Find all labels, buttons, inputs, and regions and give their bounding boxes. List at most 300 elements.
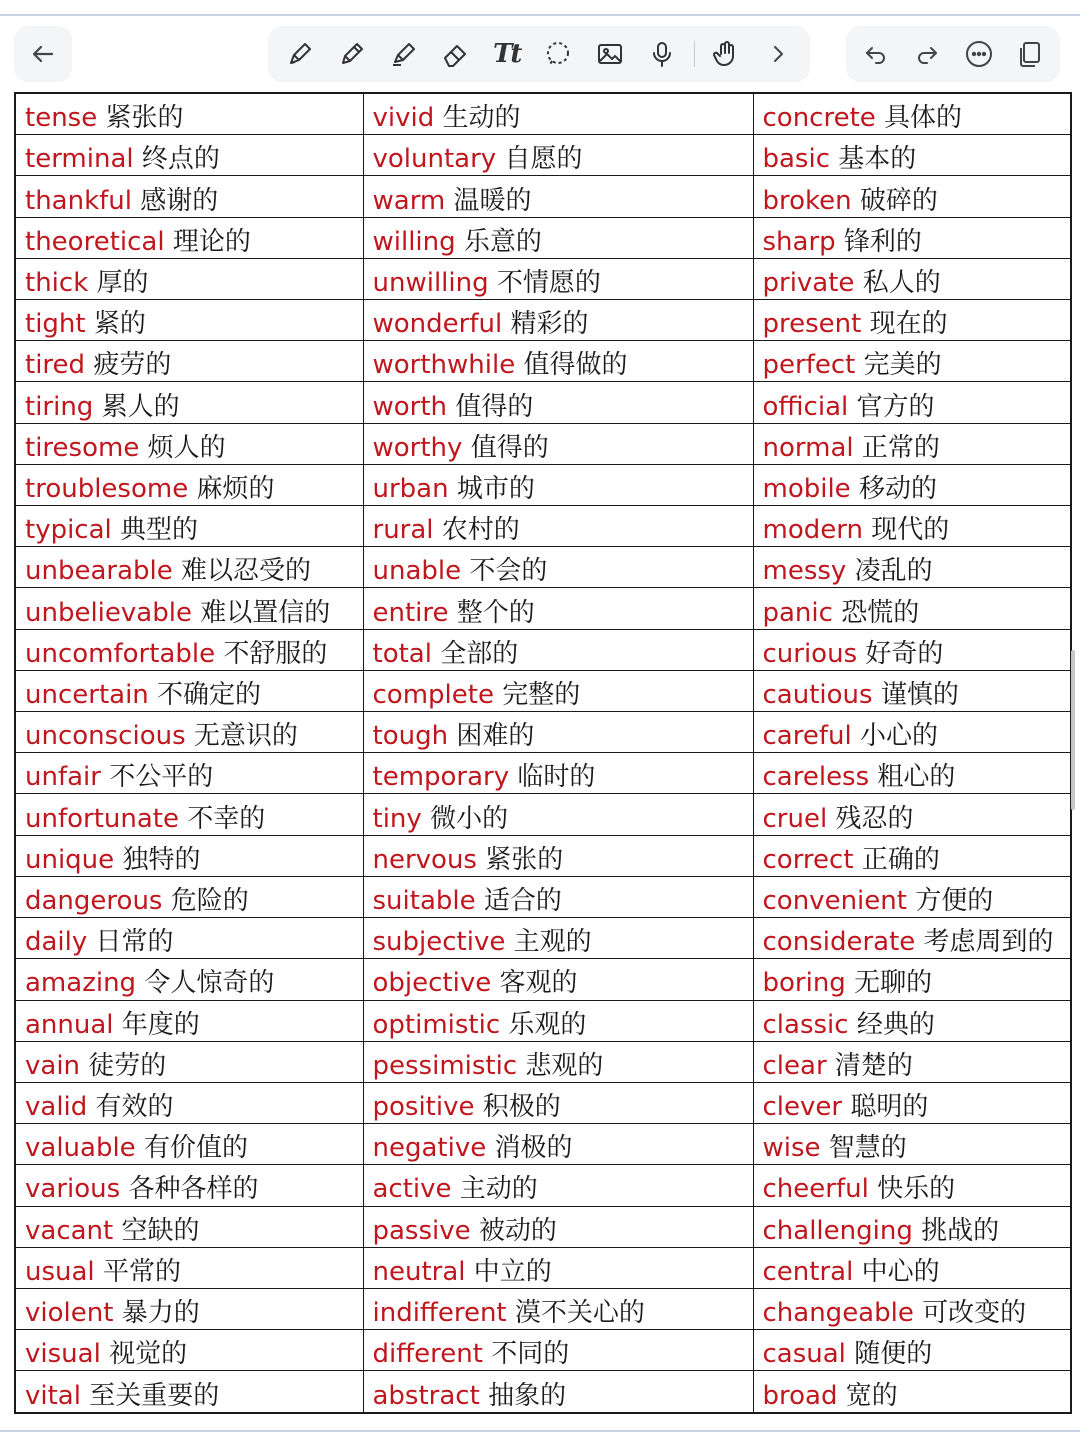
highlighter-icon: [388, 39, 418, 69]
english-word: unbearable: [25, 556, 173, 587]
pages-button[interactable]: [1010, 34, 1050, 74]
chinese-meaning: 全部的: [440, 638, 519, 669]
pen-tool-button[interactable]: [280, 34, 320, 74]
vocab-cell: [363, 382, 753, 423]
chinese-meaning: 乐意的: [463, 226, 542, 257]
vocab-cell: [753, 918, 1071, 959]
microphone-tool-button[interactable]: [642, 34, 682, 74]
english-word: voluntary: [372, 144, 497, 175]
vocab-cell: [753, 464, 1071, 505]
table-row: [15, 93, 1071, 135]
vocab-cell: [15, 1371, 363, 1413]
english-word: worthwhile: [372, 350, 516, 381]
table-row: [15, 1165, 1071, 1206]
table-row: [15, 1371, 1071, 1413]
table-row: [15, 1000, 1071, 1041]
english-word: suitable: [372, 885, 476, 916]
english-word: classic: [762, 1009, 849, 1040]
eraser-tool-button[interactable]: [435, 34, 475, 74]
vocab-cell: [753, 1041, 1071, 1082]
chinese-meaning: 完整的: [502, 679, 581, 710]
redo-icon: [912, 39, 942, 69]
vocab-cell: [15, 1165, 363, 1206]
chinese-meaning: 中立的: [473, 1256, 552, 1287]
chinese-meaning: 日常的: [95, 927, 174, 958]
vocab-cell: [15, 794, 363, 835]
chinese-meaning: 粗心的: [877, 762, 956, 793]
english-word: troublesome: [25, 473, 189, 504]
undo-button[interactable]: [856, 34, 896, 74]
table-row: [15, 876, 1071, 917]
english-word: dangerous: [25, 885, 163, 916]
english-word: thankful: [25, 185, 132, 216]
english-word: worthy: [372, 432, 463, 463]
pencil-tool-button[interactable]: [332, 34, 372, 74]
english-word: correct: [762, 844, 854, 875]
chinese-meaning: 挑战的: [921, 1215, 1000, 1246]
table-row: [15, 1206, 1071, 1247]
table-row: [15, 217, 1071, 258]
english-word: tiresome: [25, 432, 140, 463]
vocab-cell: [753, 794, 1071, 835]
chinese-meaning: 城市的: [456, 473, 535, 504]
table-row: [15, 918, 1071, 959]
vocab-cell: [753, 1371, 1071, 1413]
lasso-icon: [543, 39, 573, 69]
chinese-meaning: 好奇的: [865, 638, 944, 669]
chinese-meaning: 基本的: [838, 144, 917, 175]
more-options-button[interactable]: [959, 34, 999, 74]
english-word: terminal: [25, 144, 134, 175]
chinese-meaning: 小心的: [859, 721, 938, 752]
english-word: unable: [372, 556, 462, 587]
english-word: unfair: [25, 762, 101, 793]
english-word: challenging: [762, 1215, 913, 1246]
vocab-cell: [363, 1000, 753, 1041]
english-word: vacant: [25, 1215, 114, 1246]
english-word: mobile: [762, 473, 851, 504]
vocab-cell: [363, 464, 753, 505]
english-word: violent: [25, 1298, 114, 1329]
chinese-meaning: 乐观的: [508, 1009, 587, 1040]
chinese-meaning: 无聊的: [854, 968, 933, 999]
english-word: passive: [372, 1215, 471, 1246]
english-word: different: [372, 1339, 483, 1370]
chinese-meaning: 完美的: [863, 350, 942, 381]
history-toolbar: [846, 26, 1060, 82]
english-word: tired: [25, 350, 86, 381]
chinese-meaning: 抽象的: [488, 1380, 567, 1411]
english-word: urban: [372, 473, 449, 504]
english-word: modern: [762, 515, 863, 546]
english-word: valuable: [25, 1133, 136, 1164]
english-word: unique: [25, 844, 115, 875]
chinese-meaning: 各种各样的: [128, 1174, 259, 1205]
english-word: casual: [762, 1339, 846, 1370]
english-word: official: [762, 391, 849, 422]
vocab-cell: [363, 506, 753, 547]
vocab-cell: [753, 1082, 1071, 1123]
english-word: temporary: [372, 762, 510, 793]
chinese-meaning: 不确定的: [157, 679, 262, 710]
chinese-meaning: 不同的: [491, 1339, 570, 1370]
chinese-meaning: 累人的: [101, 391, 180, 422]
bottom-divider: [0, 1430, 1080, 1432]
chinese-meaning: 生动的: [442, 103, 521, 134]
chinese-meaning: 私人的: [862, 267, 941, 298]
table-row: [15, 712, 1071, 753]
table-row: [15, 382, 1071, 423]
chinese-meaning: 中心的: [861, 1256, 940, 1287]
vocab-cell: [753, 93, 1071, 135]
chinese-meaning: 方便的: [915, 885, 994, 916]
table-row: [15, 588, 1071, 629]
english-word: present: [762, 309, 862, 340]
table-row: [15, 1082, 1071, 1123]
chinese-meaning: 疲劳的: [93, 350, 172, 381]
vocab-cell: [363, 258, 753, 299]
english-word: changeable: [762, 1298, 914, 1329]
english-word: pessimistic: [372, 1050, 518, 1081]
vocab-cell: [363, 629, 753, 670]
microphone-icon: [647, 39, 677, 69]
pen-icon: [285, 39, 315, 69]
english-word: objective: [372, 968, 492, 999]
english-word: tiny: [372, 803, 422, 834]
hand-tool-button[interactable]: [706, 34, 746, 74]
chinese-meaning: 正确的: [861, 844, 940, 875]
vocab-cell: [363, 918, 753, 959]
chinese-meaning: 危险的: [170, 885, 249, 916]
back-button-group: [14, 26, 72, 82]
chinese-meaning: 难以忍受的: [181, 556, 312, 587]
redo-button[interactable]: [907, 34, 947, 74]
vocab-cell: [15, 1330, 363, 1371]
chinese-meaning: 现在的: [869, 309, 948, 340]
english-word: nervous: [372, 844, 477, 875]
vocab-cell: [15, 341, 363, 382]
english-word: broken: [762, 185, 852, 216]
vocab-cell: [363, 423, 753, 464]
english-word: basic: [762, 144, 831, 175]
vocab-cell: [363, 1330, 753, 1371]
english-word: warm: [372, 185, 446, 216]
english-word: negative: [372, 1133, 487, 1164]
english-word: uncomfortable: [25, 638, 216, 669]
vocab-cell: [15, 300, 363, 341]
chinese-meaning: 至关重要的: [89, 1380, 220, 1411]
english-word: various: [25, 1174, 121, 1205]
vocab-cell: [15, 1000, 363, 1041]
chinese-meaning: 破碎的: [859, 185, 938, 216]
chinese-meaning: 令人惊奇的: [144, 968, 275, 999]
chinese-meaning: 独特的: [122, 844, 201, 875]
toolbar-separator: [694, 41, 695, 67]
image-icon: [595, 39, 625, 69]
chinese-meaning: 视觉的: [109, 1339, 188, 1370]
vocab-cell: [15, 1124, 363, 1165]
vocab-cell: [363, 547, 753, 588]
chinese-meaning: 官方的: [856, 391, 935, 422]
english-word: unconscious: [25, 721, 186, 752]
english-word: cautious: [762, 679, 873, 710]
chinese-meaning: 紧张的: [105, 103, 184, 134]
table-row: [15, 176, 1071, 217]
vocab-cell: [363, 835, 753, 876]
chinese-meaning: 悲观的: [525, 1050, 604, 1081]
vocab-cell: [15, 176, 363, 217]
chinese-meaning: 整个的: [456, 597, 535, 628]
chinese-meaning: 主观的: [513, 927, 592, 958]
english-word: vital: [25, 1380, 81, 1411]
vocab-cell: [753, 382, 1071, 423]
chinese-meaning: 值得做的: [523, 350, 628, 381]
vocab-cell: [15, 1206, 363, 1247]
english-word: visual: [25, 1339, 101, 1370]
chinese-meaning: 智慧的: [828, 1133, 907, 1164]
table-row: [15, 835, 1071, 876]
eraser-icon: [440, 39, 470, 69]
vocab-cell: [363, 1371, 753, 1413]
chinese-meaning: 移动的: [858, 473, 937, 504]
chinese-meaning: 麻烦的: [196, 473, 275, 504]
table-row: [15, 959, 1071, 1000]
english-word: thick: [25, 267, 89, 298]
vocab-cell: [363, 1124, 753, 1165]
top-divider: [0, 14, 1080, 16]
pencil-icon: [337, 39, 367, 69]
chinese-meaning: 年度的: [121, 1009, 200, 1040]
english-word: active: [372, 1174, 452, 1205]
chinese-meaning: 聪明的: [850, 1092, 929, 1122]
chinese-meaning: 可改变的: [922, 1298, 1027, 1329]
english-word: entire: [372, 597, 449, 628]
table-row: [15, 1124, 1071, 1165]
table-row: [15, 258, 1071, 299]
vocab-cell: [753, 1247, 1071, 1288]
copy-pages-icon: [1015, 39, 1045, 69]
drawing-toolbar: [268, 26, 810, 82]
back-button[interactable]: [23, 34, 63, 74]
vocab-cell: [753, 629, 1071, 670]
chinese-meaning: 紧张的: [485, 844, 564, 875]
english-word: broad: [762, 1380, 838, 1411]
english-word: rural: [372, 515, 434, 546]
vocab-cell: [15, 588, 363, 629]
chinese-meaning: 残忍的: [835, 803, 914, 834]
english-word: neutral: [372, 1256, 466, 1287]
vocab-cell: [15, 753, 363, 794]
chinese-meaning: 恐慌的: [841, 597, 920, 628]
vocab-cell: [363, 1082, 753, 1123]
chinese-meaning: 锋利的: [843, 226, 922, 257]
vocab-cell: [15, 217, 363, 258]
table-row: [15, 753, 1071, 794]
english-word: annual: [25, 1009, 114, 1040]
english-word: vivid: [372, 103, 435, 134]
vocab-cell: [753, 300, 1071, 341]
vocab-cell: [15, 1041, 363, 1082]
vocab-cell: [15, 876, 363, 917]
vocab-cell: [753, 753, 1071, 794]
chinese-meaning: 经典的: [856, 1009, 935, 1040]
english-word: total: [372, 638, 432, 669]
text-tool-button[interactable]: [487, 34, 527, 74]
chinese-meaning: 漠不关心的: [514, 1298, 645, 1329]
vocab-cell: [753, 176, 1071, 217]
chinese-meaning: 客观的: [499, 968, 578, 999]
english-word: messy: [762, 556, 847, 587]
vocab-cell: [363, 753, 753, 794]
chinese-meaning: 值得的: [455, 391, 534, 422]
vocab-cell: [753, 1330, 1071, 1371]
chinese-meaning: 不公平的: [109, 762, 214, 793]
chinese-meaning: 紧的: [93, 309, 146, 340]
hand-icon: [711, 39, 741, 69]
english-word: cruel: [762, 803, 828, 834]
vocab-cell: [15, 670, 363, 711]
table-row: [15, 506, 1071, 547]
chinese-meaning: 精彩的: [510, 309, 589, 340]
chinese-meaning: 随便的: [854, 1339, 933, 1370]
more-icon: [964, 39, 994, 69]
vocab-cell: [15, 135, 363, 176]
vocab-cell: [363, 1206, 753, 1247]
chinese-meaning: 有效的: [95, 1092, 174, 1122]
chinese-meaning: 积极的: [482, 1092, 561, 1122]
table-row: [15, 464, 1071, 505]
chinese-meaning: 值得的: [470, 432, 549, 463]
vocab-cell: [363, 1288, 753, 1329]
chinese-meaning: 不情愿的: [496, 267, 601, 298]
vocab-cell: [363, 876, 753, 917]
table-row: [15, 1041, 1071, 1082]
table-row: [15, 341, 1071, 382]
english-word: clever: [762, 1092, 843, 1122]
chinese-meaning: 不幸的: [187, 803, 266, 834]
text-tool-icon: Tt: [493, 39, 521, 69]
chinese-meaning: 不会的: [469, 556, 548, 587]
chinese-meaning: 无意识的: [193, 721, 298, 752]
chinese-meaning: 宽的: [845, 1380, 898, 1411]
image-tool-button[interactable]: [590, 34, 630, 74]
table-row: [15, 300, 1071, 341]
english-word: unfortunate: [25, 803, 179, 834]
vocab-cell: [753, 670, 1071, 711]
lasso-tool-button[interactable]: [538, 34, 578, 74]
vocab-cell: [15, 835, 363, 876]
vocab-cell: [15, 258, 363, 299]
chinese-meaning: 农村的: [441, 515, 520, 546]
english-word: unwilling: [372, 267, 489, 298]
vocab-cell: [363, 300, 753, 341]
english-word: unbelievable: [25, 597, 192, 628]
english-word: uncertain: [25, 679, 149, 710]
english-word: central: [762, 1256, 854, 1287]
english-word: tight: [25, 309, 86, 340]
english-word: daily: [25, 927, 88, 958]
chinese-meaning: 主动的: [459, 1174, 538, 1205]
vocab-cell: [15, 1247, 363, 1288]
table-row: [15, 547, 1071, 588]
chinese-meaning: 谨慎的: [880, 679, 959, 710]
table-row: [15, 423, 1071, 464]
english-word: careful: [762, 721, 852, 752]
more-tools-button[interactable]: [758, 34, 798, 74]
chinese-meaning: 理论的: [172, 226, 251, 257]
english-word: curious: [762, 638, 858, 669]
vocab-cell: [753, 876, 1071, 917]
highlighter-tool-button[interactable]: [383, 34, 423, 74]
table-row: [15, 629, 1071, 670]
chinese-meaning: 困难的: [456, 721, 535, 752]
vocab-cell: [753, 1000, 1071, 1041]
chinese-meaning: 消极的: [494, 1133, 573, 1164]
vocabulary-table: [14, 92, 1072, 1414]
vocab-cell: [753, 1124, 1071, 1165]
vocab-cell: [753, 258, 1071, 299]
english-word: wise: [762, 1133, 821, 1164]
english-word: concrete: [762, 103, 876, 134]
english-word: sharp: [762, 226, 836, 257]
vocab-cell: [753, 588, 1071, 629]
english-word: amazing: [25, 968, 137, 999]
english-word: abstract: [372, 1380, 480, 1411]
vocab-cell: [753, 1206, 1071, 1247]
english-word: tense: [25, 103, 98, 134]
vocab-cell: [753, 506, 1071, 547]
vocab-cell: [753, 959, 1071, 1000]
chinese-meaning: 正常的: [861, 432, 940, 463]
chinese-meaning: 厚的: [96, 267, 149, 298]
chinese-meaning: 清楚的: [834, 1050, 913, 1081]
vocab-cell: [363, 93, 753, 135]
english-word: considerate: [762, 927, 916, 958]
english-word: perfect: [762, 350, 856, 381]
vocab-cell: [363, 1247, 753, 1288]
english-word: usual: [25, 1256, 95, 1287]
vocab-cell: [363, 959, 753, 1000]
english-word: valid: [25, 1092, 88, 1122]
vocab-cell: [15, 547, 363, 588]
scrollbar[interactable]: [1071, 650, 1075, 810]
vocab-cell: [15, 382, 363, 423]
vocab-cell: [753, 341, 1071, 382]
vocab-cell: [15, 712, 363, 753]
english-word: indifferent: [372, 1298, 507, 1329]
vocab-cell: [753, 423, 1071, 464]
vocab-cell: [363, 341, 753, 382]
vocab-cell: [363, 176, 753, 217]
chinese-meaning: 烦人的: [147, 432, 226, 463]
chinese-meaning: 考虑周到的: [923, 927, 1054, 958]
english-word: optimistic: [372, 1009, 501, 1040]
chinese-meaning: 被动的: [478, 1215, 557, 1246]
undo-icon: [861, 39, 891, 69]
english-word: normal: [762, 432, 854, 463]
vocab-cell: [15, 464, 363, 505]
vocab-cell: [15, 93, 363, 135]
table-row: [15, 1247, 1071, 1288]
table-row: [15, 135, 1071, 176]
chinese-meaning: 暴力的: [121, 1298, 200, 1329]
english-word: boring: [762, 968, 846, 999]
vocab-cell: [753, 1165, 1071, 1206]
english-word: typical: [25, 515, 112, 546]
vocab-cell: [363, 1165, 753, 1206]
english-word: convenient: [762, 885, 907, 916]
chinese-meaning: 适合的: [483, 885, 562, 916]
